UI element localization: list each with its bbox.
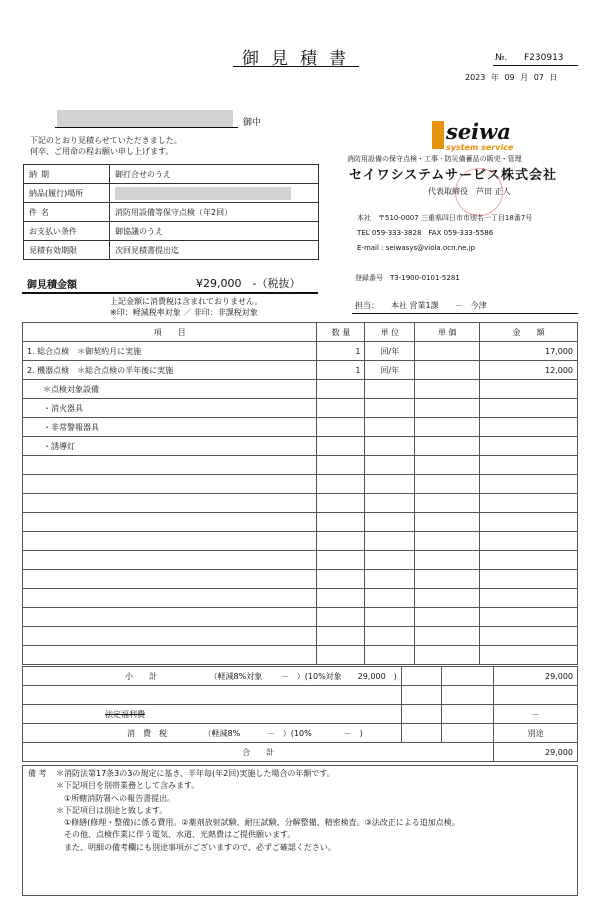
amount-cell [480, 627, 578, 646]
price-cell [415, 551, 480, 570]
items-header-row [23, 323, 578, 342]
qty-cell [317, 608, 365, 627]
redacted-addressee [57, 110, 233, 127]
qty-cell [317, 551, 365, 570]
blank-cell [494, 686, 578, 705]
info-row [24, 203, 319, 222]
total-label: 御見積金額 [27, 280, 77, 291]
table-row [23, 342, 578, 361]
company-logo [430, 117, 522, 153]
price-cell [415, 399, 480, 418]
table-row [23, 589, 578, 608]
grand-total-value: 29,000 [494, 743, 578, 762]
item-cell [23, 532, 317, 551]
issue-date: 2023 年 09 月 07 日 [465, 73, 558, 82]
table-row [23, 475, 578, 494]
amount-cell [480, 380, 578, 399]
qty-cell: 1 [317, 342, 365, 361]
qty-cell [317, 494, 365, 513]
unit-cell [365, 418, 415, 437]
blank-cell [442, 705, 494, 724]
item-cell: 1. 総合点検 ＊御契約月に実施 [23, 342, 317, 361]
summary-table [22, 666, 578, 762]
info-row [24, 241, 319, 260]
tax-note-line: ※印：軽減税率対象 ／ 非印：非課税対象 [110, 308, 258, 317]
qty-cell [317, 589, 365, 608]
info-label: 件名 [24, 203, 110, 222]
qty-cell [317, 456, 365, 475]
table-row [23, 494, 578, 513]
header-item: 項 目 [23, 323, 317, 342]
table-row [23, 361, 578, 380]
unit-cell: 回/年 [365, 342, 415, 361]
price-cell [415, 475, 480, 494]
remarks-line: また、明細の備考欄にも別途事項がございますので、必ずご確認ください。 [56, 842, 336, 852]
table-row [23, 456, 578, 475]
remarks-line: ①修繕(修理・整備)に係る費用。②薬剤放射試験、耐圧試験、分解整備、精密検査。③法改正による追加点検。 [56, 818, 460, 828]
company-contact [357, 211, 532, 256]
info-value: 御協議のうえ [110, 222, 319, 241]
tax-value: 別途 [494, 724, 578, 743]
price-cell [415, 342, 480, 361]
grand-total-row [23, 743, 578, 762]
item-cell: ・消火器具 [23, 399, 317, 418]
blank-cell [23, 686, 402, 705]
amount-cell [480, 399, 578, 418]
company-email: E-mail : seiwasys@viola.ocn.ne.jp [357, 244, 476, 252]
info-value: 御打合せのうえ [110, 165, 319, 184]
amount-cell: 12,000 [480, 361, 578, 380]
qty-cell [317, 437, 365, 456]
info-table [23, 164, 319, 260]
unit-cell: 回/年 [365, 361, 415, 380]
remarks-first-line [28, 768, 460, 780]
info-row [24, 165, 319, 184]
amount-cell [480, 570, 578, 589]
table-row [23, 646, 578, 665]
items-table [22, 322, 578, 665]
unit-cell [365, 532, 415, 551]
price-cell [415, 513, 480, 532]
subtotal-cell [23, 667, 402, 686]
price-cell [415, 361, 480, 380]
subtotal-row [23, 667, 578, 686]
remarks-line: その他、点検作業に伴う電気、水道、光熱費はご提供願います。 [56, 830, 296, 840]
table-row [23, 513, 578, 532]
amount-cell [480, 646, 578, 665]
intro-text [30, 135, 182, 157]
redacted-location [115, 187, 291, 200]
remarks-line: ①所轄消防署への報告書提出。 [56, 793, 176, 803]
info-label: 見積有効期限 [24, 241, 110, 260]
qty-cell [317, 418, 365, 437]
amount-cell [480, 437, 578, 456]
company-name: セイワシステムサービス株式会社 [349, 168, 558, 183]
header-price: 単 価 [415, 323, 480, 342]
unit-cell [365, 456, 415, 475]
unit-cell [365, 437, 415, 456]
registration-number: 登録番号 T3-1900-0101-5281 [355, 274, 460, 282]
company-tel-fax: TEL 059-333-3828 FAX 059-333-5586 [357, 229, 494, 237]
price-cell [415, 494, 480, 513]
amount-cell [480, 456, 578, 475]
info-value: 消防用設備等保守点検（年2回） [110, 203, 319, 222]
logo-mark [432, 121, 444, 149]
info-value: 次回見積書提出迄 [110, 241, 319, 260]
item-cell [23, 589, 317, 608]
unit-cell [365, 513, 415, 532]
welfare-value: － [494, 705, 578, 724]
table-row [23, 608, 578, 627]
info-row [24, 184, 319, 203]
addressee-underline [55, 127, 238, 128]
tax-note [110, 296, 262, 318]
tax-cell [23, 724, 402, 743]
blank-cell [401, 724, 441, 743]
remarks-line: ＊消防法第17条3の3の規定に基き、半年毎(年2回)実施した場合の年額です。 [56, 769, 335, 778]
item-cell [23, 475, 317, 494]
logo-subtext: system service [446, 143, 514, 152]
info-label: 納期 [24, 165, 110, 184]
charge-underline [352, 313, 578, 314]
item-cell [23, 608, 317, 627]
unit-cell [365, 399, 415, 418]
price-cell [415, 646, 480, 665]
amount-cell [480, 418, 578, 437]
tax-detail: （軽減8% － ）(10% － ) [203, 728, 363, 738]
logo-text: seiwa [446, 119, 511, 144]
tax-row [23, 724, 578, 743]
qty-cell [317, 646, 365, 665]
amount-cell [480, 551, 578, 570]
unit-cell [365, 589, 415, 608]
table-row [23, 437, 578, 456]
unit-cell [365, 570, 415, 589]
blank-cell [442, 667, 494, 686]
table-row [23, 570, 578, 589]
table-row [23, 532, 578, 551]
qty-cell [317, 627, 365, 646]
item-cell [23, 513, 317, 532]
tax-label: 消 費 税 [127, 728, 167, 738]
item-cell [23, 570, 317, 589]
item-cell [23, 646, 317, 665]
blank-cell [442, 724, 494, 743]
subtotal-value: 29,000 [494, 667, 578, 686]
welfare-row [23, 705, 578, 724]
amount-cell: 17,000 [480, 342, 578, 361]
items-body [23, 342, 578, 665]
company-description: 消防用設備の保守点検・工事 · 防災備蓄品の販売・管理 [347, 155, 522, 163]
title-underline [233, 66, 359, 67]
representative: 代表取締役 芦田 正人 [428, 187, 511, 196]
tax-note-line: 上記金額に消費税は含まれておりません。 [110, 297, 263, 306]
amount-cell [480, 608, 578, 627]
amount-cell [480, 494, 578, 513]
item-cell: ・非常警報器具 [23, 418, 317, 437]
amount-cell [480, 532, 578, 551]
price-cell [415, 627, 480, 646]
company-address: 本社 〒510-0007 三重県四日市市別名一丁目18番7号 [357, 214, 533, 222]
blank-row [23, 686, 578, 705]
unit-cell [365, 627, 415, 646]
intro-line: 下記のとおり見積らせていただきました。 [30, 136, 182, 145]
qty-cell [317, 475, 365, 494]
blank-cell [401, 686, 441, 705]
qty-cell [317, 399, 365, 418]
unit-cell [365, 646, 415, 665]
qty-cell [317, 380, 365, 399]
table-row [23, 418, 578, 437]
item-cell [23, 551, 317, 570]
table-row [23, 551, 578, 570]
qty-cell [317, 513, 365, 532]
qty-cell: 1 [317, 361, 365, 380]
unit-cell [365, 551, 415, 570]
remarks-label: 備 考 [28, 769, 47, 778]
blank-cell [401, 667, 441, 686]
qty-cell [317, 570, 365, 589]
intro-line: 何卒、ご用命の程お願い申し上げます。 [30, 147, 174, 156]
total-underline [22, 292, 318, 294]
info-label: お支払い条件 [24, 222, 110, 241]
price-cell [415, 532, 480, 551]
header-amount: 金 額 [480, 323, 578, 342]
table-row [23, 399, 578, 418]
blank-cell [442, 686, 494, 705]
price-cell [415, 570, 480, 589]
total-amount: ¥29,000 -（税抜） [196, 277, 301, 290]
info-value [110, 184, 319, 203]
number-underline [493, 65, 578, 66]
header-unit: 単 位 [365, 323, 415, 342]
price-cell [415, 437, 480, 456]
welfare-cell [23, 705, 402, 724]
price-cell [415, 380, 480, 399]
qty-cell [317, 532, 365, 551]
price-cell [415, 608, 480, 627]
header-qty: 数 量 [317, 323, 365, 342]
document-title: 御見積書 [242, 49, 358, 69]
number-label: №. [495, 53, 508, 63]
person-in-charge: 担当： 本社 営業1課 － 今津 [355, 301, 487, 310]
item-cell [23, 456, 317, 475]
subtotal-label: 小 計 [125, 671, 157, 681]
addressee-suffix: 御中 [243, 118, 262, 128]
remarks-line: ＊下記項目を別帯業務として含みます。 [56, 781, 200, 791]
table-row [23, 380, 578, 399]
unit-cell [365, 380, 415, 399]
blank-cell [401, 705, 441, 724]
amount-cell [480, 513, 578, 532]
amount-cell [480, 589, 578, 608]
item-cell: ＊点検対象設備 [23, 380, 317, 399]
info-label: 納品(履行)場所 [24, 184, 110, 203]
item-cell [23, 494, 317, 513]
document-number: F230913 [524, 53, 564, 63]
welfare-label: 法定福利費 [105, 709, 145, 719]
item-cell: ・誘導灯 [23, 437, 317, 456]
unit-cell [365, 475, 415, 494]
amount-cell [480, 475, 578, 494]
price-cell [415, 589, 480, 608]
grand-total-label: 合 計 [23, 743, 494, 762]
remarks-line: ＊下記項目は別途と致します。 [56, 805, 168, 815]
item-cell: 2. 機器点検 ＊総合点検の半年後に実施 [23, 361, 317, 380]
unit-cell [365, 608, 415, 627]
price-cell [415, 418, 480, 437]
item-cell [23, 627, 317, 646]
table-row [23, 627, 578, 646]
subtotal-detail: （軽減8%対象 － ）(10%対象 29,000 ) [209, 671, 397, 681]
unit-cell [365, 494, 415, 513]
price-cell [415, 456, 480, 475]
remarks [28, 768, 460, 854]
info-row [24, 222, 319, 241]
